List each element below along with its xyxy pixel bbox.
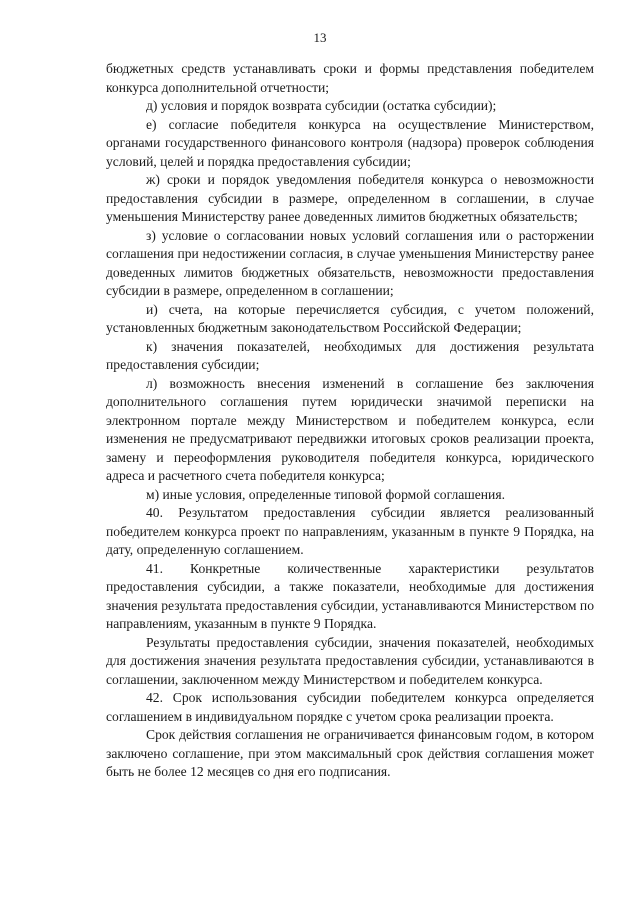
paragraph-item-zh: ж) сроки и порядок уведомления победителя конкурса о невозможности предоставления субсидии в размере, определенном в соглашении, в случае уменьшения Министерству ранее доведенных лимитов бюджетных обязательств; bbox=[106, 172, 594, 224]
paragraph-clause-40: 40. Результатом предоставления субсидии является реализованный победителем конкурса проект по направлениям, указанным в пункте 9 Порядка, на дату, определенную соглашением. bbox=[106, 505, 594, 557]
paragraph-item-i: и) счета, на которые перечисляется субсидия, с учетом положений, установленных бюджетным законодательством Российской Федерации; bbox=[106, 301, 594, 335]
paragraph-continuation: бюджетных средств устанавливать сроки и формы представления победителем конкурса дополнительной отчетности; bbox=[106, 61, 594, 95]
paragraph-clause-42: 42. Срок использования субсидии победителем конкурса определяется соглашением в индивидуальном порядке с учетом срока реализации проекта. bbox=[106, 690, 594, 724]
document-body bbox=[106, 60, 594, 782]
paragraph-item-m: м) иные условия, определенные типовой формой соглашения. bbox=[146, 486, 505, 502]
paragraph-results: Результаты предоставления субсидии, значения показателей, необходимых для достижения значения результата предоставления субсидии, устанавливаются в соглашении, заключенном между Министерством и победителем конкурса. bbox=[106, 634, 594, 687]
paragraph-clause-41: 41. Конкретные количественные характеристики результатов предоставления субсидии, а также показатели, необходимые для достижения значения результата предоставления субсидии, устанавливаются Министерством по направлениям, указанным в пункте 9 Порядка. bbox=[106, 560, 594, 631]
paragraph-item-l: л) возможность внесения изменений в соглашение без заключения дополнительного соглашения путем юридически значимой переписки на электронном портале между Министерством и победителем конкурса, если изменения не предусматривают передвижки итоговых сроков реализации проекта, замену и переоформления руководителя победителя конкурса, юридического адреса и расчетного счета победителя конкурса; bbox=[106, 375, 594, 483]
paragraph-agreement-term: Срок действия соглашения не ограничивается финансовым годом, в котором заключено соглашение, при этом максимальный срок действия соглашения может быть не более 12 месяцев со дня его подписания. bbox=[106, 727, 594, 779]
page-number: 13 bbox=[313, 30, 327, 45]
paragraph-item-e: е) согласие победителя конкурса на осуществление Министерством, органами государственного финансового контроля (надзора) проверок соблюдения условий, целей и порядка предоставления субсидии; bbox=[106, 116, 594, 169]
paragraph-item-d: д) условия и порядок возврата субсидии (остатка субсидии); bbox=[146, 98, 497, 113]
paragraph-item-z: з) условие о согласовании новых условий соглашения или о расторжении соглашения при недостижении согласия, в случае уменьшения Министерству ранее доведенных лимитов бюджетных обязательств, невозможности предоставления субсидии в размере, определенном в соглашении; bbox=[106, 227, 594, 298]
paragraph-item-k: к) значения показателей, необходимых для достижения результата предоставления субсидии; bbox=[106, 338, 594, 372]
